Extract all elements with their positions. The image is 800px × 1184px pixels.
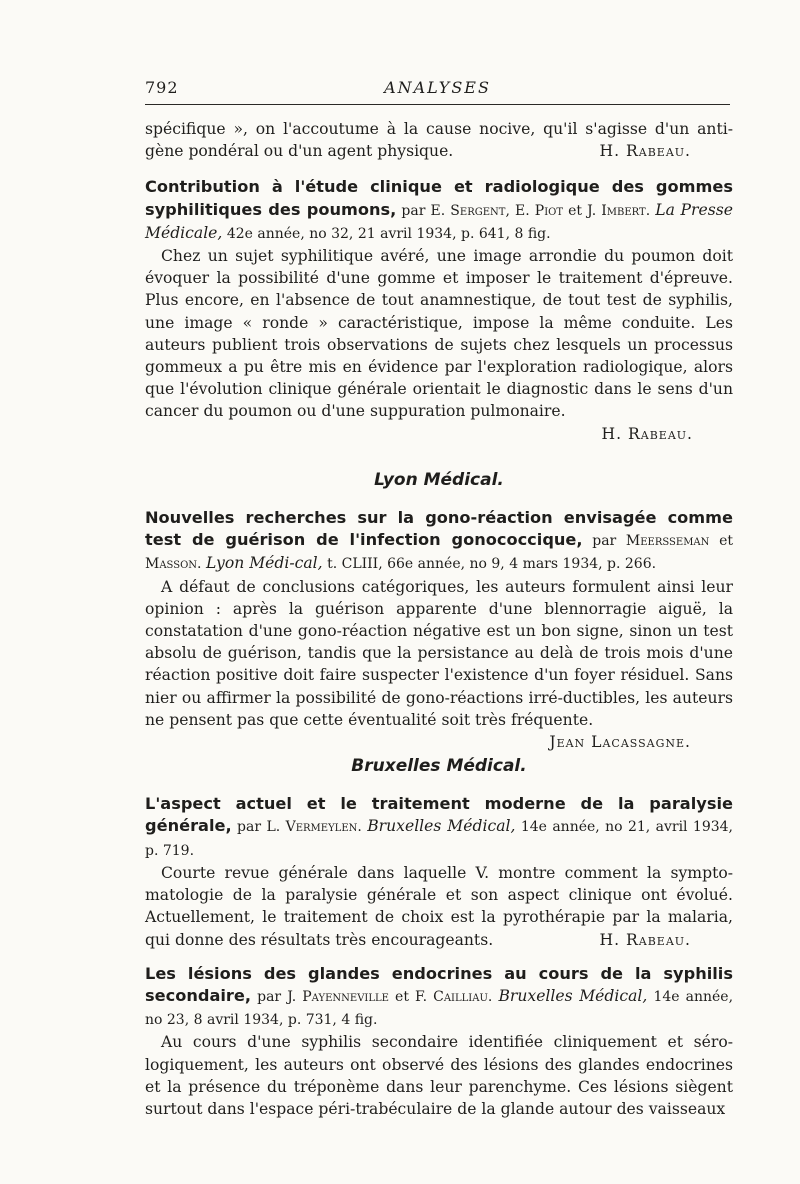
article-4-title: Les lésions des glandes endocrines au cours de la syphilis secondaire, xyxy=(145,963,733,1005)
article-1-citation: 42e année, no 32, 21 avril 1934, p. 641, 8 fig. xyxy=(222,225,551,242)
article-3-journal: Bruxelles Médical, xyxy=(367,817,516,836)
article-4 xyxy=(145,963,733,1120)
article-4-author-1: Payenneville xyxy=(302,988,389,1005)
article-1 xyxy=(145,176,733,444)
article-3-author-1: Vermeylen xyxy=(285,819,358,836)
article-3-heading: L'aspect actuel et le traitement moderne de la paralysie générale, par L. Vermeylen. Bruxelles Médical, 14e année, no 21, avril 1934, p. 719. xyxy=(145,794,733,859)
article-4-journal: Bruxelles Médical, xyxy=(498,986,648,1005)
article-1-heading: Contribution à l'étude clinique et radiologique des gommes syphilitiques des poumons, par E. Sergent, E. Piot et J. Imbert. La Presse Médicale, 42e année, no 32, 21 avril 1934, p. 641, 8 fig. xyxy=(145,177,733,242)
article-2-citation: t. CLIII, 66e année, no 9, 4 mars 1934, p. 266. xyxy=(322,556,657,573)
running-header xyxy=(145,78,730,104)
header-rule xyxy=(145,104,730,105)
article-2-signature: Jean Lacassagne. xyxy=(549,733,691,752)
intro-text: spécifique », on l'accoutume à la cause nocive, qu'il s'agisse d'un anti-gène pondéral ou d'un agent physique. xyxy=(145,120,733,161)
intro-signature: H. Rabeau. xyxy=(599,142,691,161)
article-1-author-1: Sergent xyxy=(450,202,506,219)
article-3-body: Courte revue générale dans laquelle V. montre comment la sympto-matologie de la paralysie générale et son aspect clinique ont évolué. Actuellement, le traitement de choix est la pyrothérapie par la malaria, qui donne des résultats très encourageants. H. Rabeau. xyxy=(145,862,733,951)
article-4-heading: Les lésions des glandes endocrines au cours de la syphilis secondaire, par J. Payenneville et F. Cailliau. Bruxelles Médical, 14e année, no 23, 8 avril 1934, p. 731, 4 fig. xyxy=(145,963,734,1029)
intro-paragraph xyxy=(145,118,733,162)
page-number: 792 xyxy=(145,78,179,97)
article-2 xyxy=(145,507,733,752)
article-1-journal: La Presse Médicale, xyxy=(145,200,733,242)
article-2-title: Nouvelles recherches sur la gono-réaction envisagée comme test de guérison de l'infection gonococcique, xyxy=(145,508,733,550)
article-2-heading: Nouvelles recherches sur la gono-réaction envisagée comme test de guérison de l'infection gonococcique, par Meersseman et Masson. Lyon Médi-cal, t. CLIII, 66e année, no 9, 4 mars 1934, p. 266. xyxy=(145,508,733,573)
section-heading-lyon-medical: Lyon Médical. xyxy=(374,469,504,490)
article-3 xyxy=(145,793,733,950)
article-2-body: A défaut de conclusions catégoriques, les auteurs formulent ainsi leur opinion : après la guérison apparente d'une blennorragie aiguë, la constatation d'une gono-réaction négative est un bon signe, sinon un test absolu de guérison, tandis que la persistance au delà de trois mois d'une réaction positive doit faire suspecter l'existence d'un foyer résiduel. Sans nier ou affirmer la possibilité de gono-réactions irré-ductibles, les auteurs ne pensent pas que cette éventualité soit très fréquente. Jean Lacassagne. xyxy=(145,576,733,731)
article-3-title: L'aspect actuel et le traitement moderne de la paralysie générale, xyxy=(145,794,733,836)
article-3-citation: 14e année, no 21, avril 1934, p. 719. xyxy=(145,819,733,859)
page-body xyxy=(145,118,733,1120)
article-4-citation: 14e année, no 23, 8 avril 1934, p. 731, 4 fig. xyxy=(145,988,734,1029)
article-1-body: Chez un sujet syphilitique avéré, une image arrondie du poumon doit évoquer la possibilité d'une gomme et imposer le traitement d'épreuve. Plus encore, en l'absence de tout anamnestique, de tout test de syphilis, une image « ronde » caractéristique, impose la même conduite. Les auteurs publient trois observations de sujets chez lesquels un processus gommeux a pu être mis en évidence par l'exploration radiologique, alors que l'évolution clinique générale orientait le diagnostic dans le sens d'un cancer du poumon ou d'une suppuration pulmonaire. xyxy=(145,247,733,421)
article-1-signature: H. Rabeau. xyxy=(601,424,693,443)
article-2-journal: Lyon Médi-cal, xyxy=(205,554,323,573)
article-1-author-2: Piot xyxy=(534,202,564,219)
article-1-author-3: Imbert xyxy=(601,202,646,219)
article-4-author-2: Cailliau xyxy=(433,988,488,1005)
article-2-author-2: Masson xyxy=(145,556,198,573)
article-2-author-1: Meersseman xyxy=(625,533,710,550)
article-4-body: Au cours d'une syphilis secondaire identifiée cliniquement et séro-logiquement, les auteurs ont observé des lésions des glandes endocrines et la présence du tréponème dans leur parenchyme. Ces lésions siègent surtout dans l'espace péri-trabéculaire de la glande autour des vaisseaux xyxy=(145,1033,733,1118)
article-1-signature-line xyxy=(145,423,733,445)
article-3-signature: H. Rabeau. xyxy=(599,930,691,949)
section-heading-bruxelles-medical: Bruxelles Médical. xyxy=(351,756,527,777)
running-title: ANALYSES xyxy=(384,78,491,97)
article-1-title: Contribution à l'étude clinique et radiologique des gommes syphilitiques des poumons, xyxy=(145,177,733,219)
